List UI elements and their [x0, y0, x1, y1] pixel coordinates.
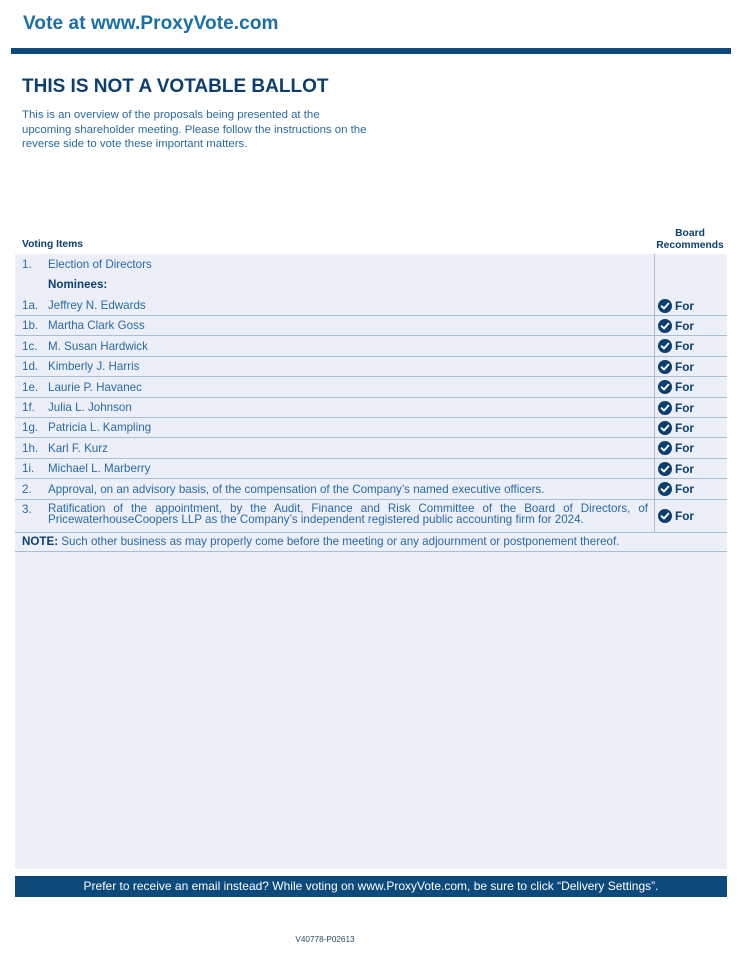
item-number: 1f.	[22, 401, 35, 414]
board-recommendation	[658, 462, 694, 476]
header-rule	[11, 48, 731, 54]
delivery-settings-banner: Prefer to receive an email instead? While voting on www.ProxyVote.com, be sure to click “Delivery Settings”.	[15, 876, 727, 897]
check-circle-icon	[658, 299, 672, 313]
item-number: 1.	[22, 258, 32, 271]
voting-items-header: Voting Items	[22, 239, 84, 250]
item-number: 1b.	[22, 319, 39, 333]
board-recommendation	[658, 319, 694, 333]
proposal-text: Approval, on an advisory basis, of the compensation of the Company’s named executive officers.	[48, 482, 545, 496]
nominees-label: Nominees:	[48, 278, 108, 291]
board-recommendation	[658, 421, 694, 435]
note-text	[22, 535, 619, 548]
check-circle-icon	[658, 360, 672, 374]
recommendation-label: For	[675, 380, 695, 395]
nominee-row	[15, 337, 727, 357]
note-body: Such other business as may properly come before the meeting or any adjournment or postponement thereof.	[58, 535, 620, 548]
header-title: Vote at www.ProxyVote.com	[23, 13, 279, 34]
document-code: V40778-P02613	[295, 935, 355, 944]
check-circle-icon	[658, 482, 672, 496]
recommendation-label: For	[675, 298, 695, 313]
nominee-row	[15, 459, 727, 479]
nominee-row	[15, 398, 727, 418]
recommendation-label: For	[675, 400, 695, 415]
item-number: 1d.	[22, 360, 39, 374]
board-recommendation	[658, 401, 694, 415]
proposal-row	[15, 500, 727, 533]
check-circle-icon	[658, 441, 672, 455]
nominee-name: Karl F. Kurz	[48, 441, 108, 455]
check-circle-icon	[658, 421, 672, 435]
check-circle-icon	[658, 380, 672, 394]
recommendation-label: For	[675, 441, 695, 456]
recommendation-label: For	[675, 508, 695, 523]
recommendation-label: For	[675, 461, 695, 476]
item-number: 3.	[22, 502, 32, 516]
note-label: NOTE:	[22, 535, 59, 548]
item-number: 1c.	[22, 339, 38, 353]
proposal-text: Ratification of the appointment, by the Audit, Finance and Risk Committee of the Board of Directors, of PricewaterhouseCoopers LLP as the Company’s independent registered public accounting firm for 2024.	[48, 501, 648, 527]
recommendation-label: For	[675, 318, 695, 333]
ballot-title: THIS IS NOT A VOTABLE BALLOT	[22, 76, 329, 97]
item-number: 1g.	[22, 421, 39, 435]
recommendation-label: For	[675, 339, 695, 354]
recommendation-label: For	[675, 420, 695, 435]
board-recommendation	[658, 441, 694, 455]
nominee-name: Patricia L. Kampling	[48, 421, 152, 435]
item-number: 1i.	[22, 462, 35, 476]
nominee-row	[15, 439, 727, 459]
nominee-row	[15, 296, 727, 316]
nominee-row	[15, 316, 727, 336]
nominee-name: Kimberly J. Harris	[48, 360, 140, 374]
board-recommendation	[658, 509, 694, 523]
board-recommendation	[658, 299, 694, 313]
nominee-row	[15, 378, 727, 398]
nominee-row	[15, 418, 727, 438]
proposal-row	[15, 480, 727, 500]
board-recommends-header	[653, 228, 727, 251]
election-row	[15, 258, 727, 274]
board-recommendation	[658, 380, 694, 394]
check-circle-icon	[658, 401, 672, 415]
intro-text: This is an overview of the proposals being presented at the upcoming shareholder meeting. Please follow the instructions on the reverse side to vote these important matters.	[22, 109, 367, 151]
board-recommends-line1: Board	[675, 228, 705, 239]
item-number: 2.	[22, 482, 32, 496]
recommendation-label: For	[675, 359, 695, 374]
item-number: 1a.	[22, 299, 39, 312]
item-text: Election of Directors	[48, 258, 152, 271]
recommendation-label: For	[675, 482, 695, 497]
nominee-name: Julia L. Johnson	[48, 401, 132, 414]
check-circle-icon	[658, 319, 672, 333]
nominees-row	[15, 278, 727, 294]
board-recommendation	[658, 360, 694, 374]
nominee-name: Michael L. Marberry	[48, 462, 151, 476]
check-circle-icon	[658, 462, 672, 476]
note-row	[15, 533, 727, 552]
nominee-name: Jeffrey N. Edwards	[48, 299, 146, 312]
item-number: 1e.	[22, 380, 39, 394]
nominee-name: Laurie P. Havanec	[48, 380, 142, 394]
check-circle-icon	[658, 339, 672, 353]
board-recommendation	[658, 482, 694, 496]
item-number: 1h.	[22, 441, 39, 455]
check-circle-icon	[658, 509, 672, 523]
board-recommendation	[658, 339, 694, 353]
board-recommends-line2: Recommends	[656, 239, 724, 251]
nominee-name: Martha Clark Goss	[48, 319, 145, 333]
nominee-name: M. Susan Hardwick	[48, 339, 148, 353]
nominee-row	[15, 357, 727, 377]
